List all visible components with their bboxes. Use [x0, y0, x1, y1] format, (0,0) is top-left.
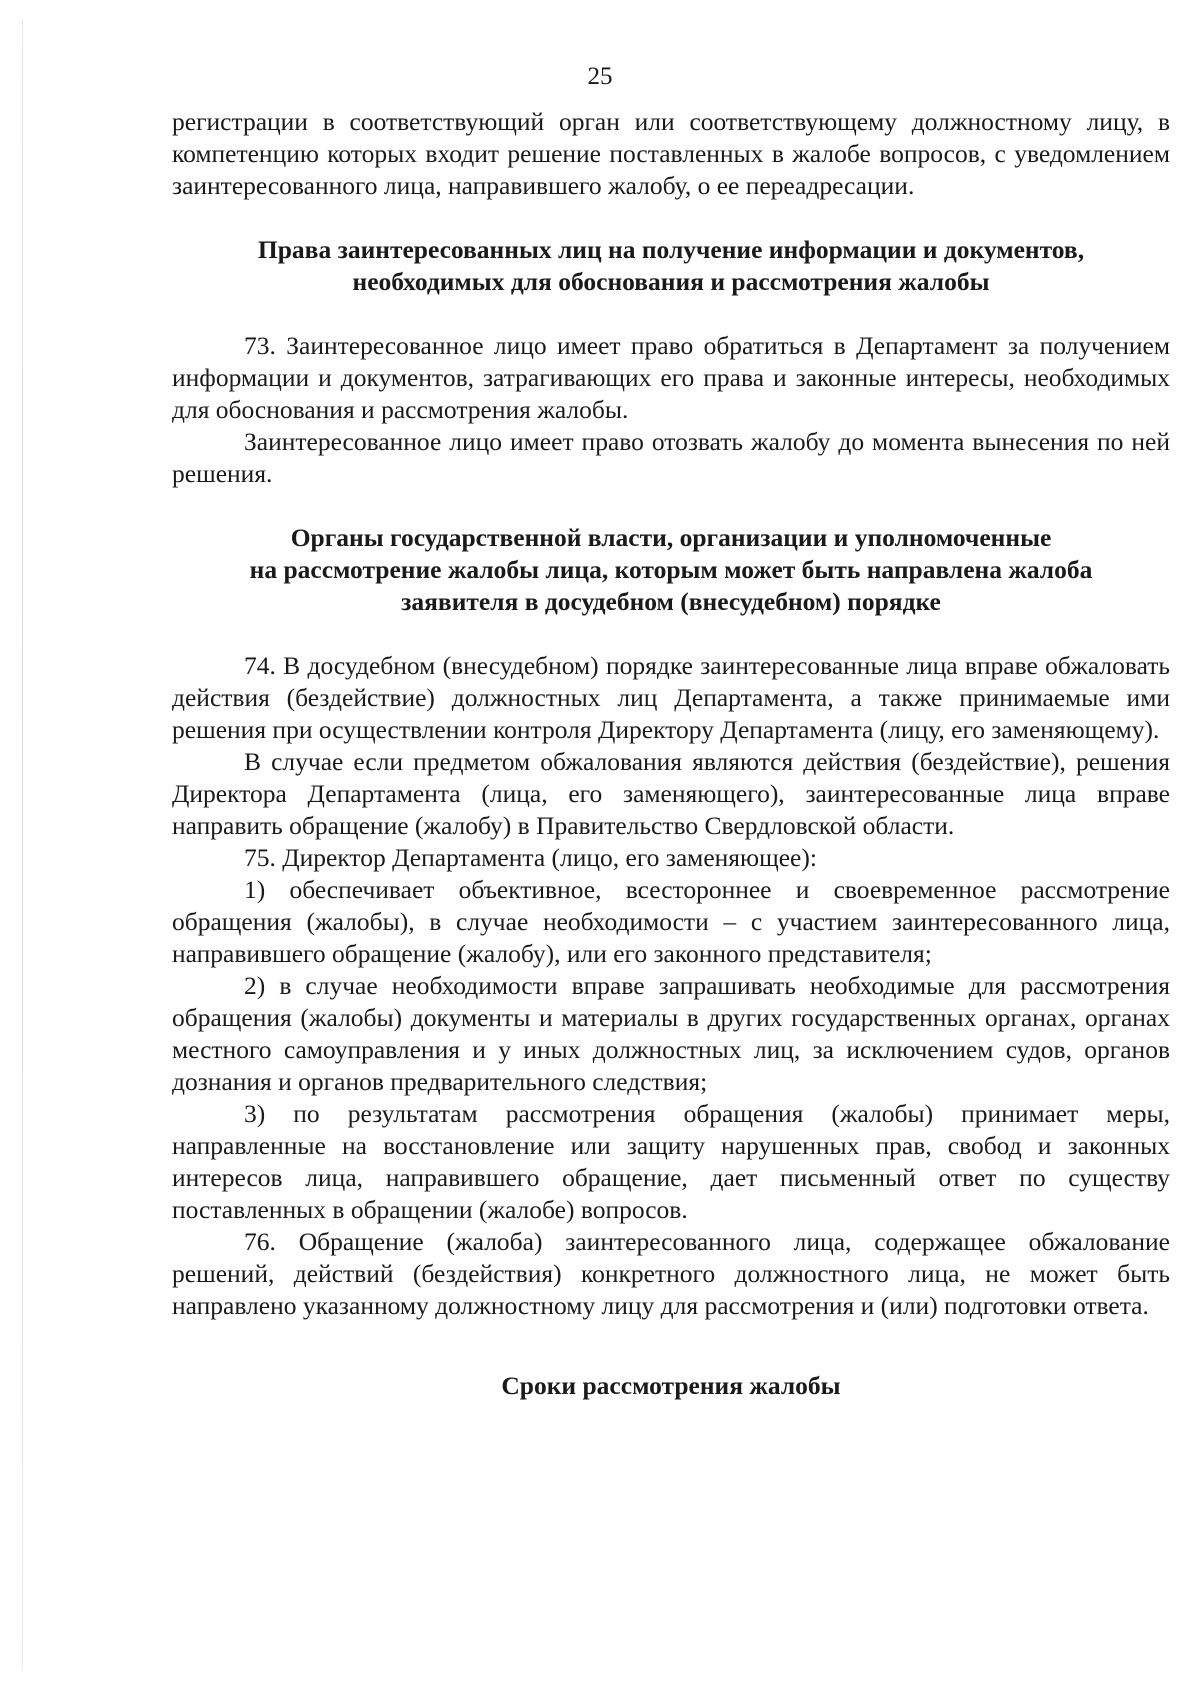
heading-line: Права заинтересованных лиц на получение информации и документов,: [257, 235, 1085, 264]
paragraph-75-item-1: 1) обеспечивает объективное, всестороннее и своевременное рассмотрение обращения (жалобы), в случае необходимости – с участием заинтересованного лица, направившего обращение (жалобу), или его законного представителя;: [172, 875, 1170, 968]
paragraph-74-case: В случае если предметом обжалования являются действия (бездействие), решения Директора Департамента (лица, его заменяющего), заинтересованные лица вправе направить обращение (жалобу) в Правительство Свердловской области.: [172, 747, 1170, 840]
paragraph-74: 74. В досудебном (внесудебном) порядке заинтересованные лица вправе обжаловать действия (бездействие) должностных лиц Департамента, а также принимаемые ими решения при осуществлении контроля Директору Департамента (лицу, его заменяющему).: [172, 651, 1170, 744]
section-heading-bodies: [172, 522, 1170, 618]
paragraph-75-item-2: 2) в случае необходимости вправе запрашивать необходимые для рассмотрения обращения (жалобы) документы и материалы в других государственных органах, органах местного самоуправления и у иных должностных лиц, за исключением судов, органов дознания и органов предварительного следствия;: [172, 971, 1170, 1096]
paragraph-75: 75. Директор Департамента (лицо, его заменяющее):: [244, 843, 817, 872]
scan-edge-line: [22, 20, 23, 1670]
paragraph-75-item-3: 3) по результатам рассмотрения обращения (жалобы) принимает меры, направленные на восстановление или защиту нарушенных прав, свобод и законных интересов лица, направившего обращение, дает письменный ответ по существу поставленных в обращении (жалобе) вопросов.: [172, 1099, 1170, 1224]
intro-paragraph: регистрации в соответствующий орган или соответствующему должностному лицу, в компетенцию которых входит решение поставленных в жалобе вопросов, с уведомлением заинтересованного лица, направившего жалобу, о ее переадресации.: [172, 107, 1170, 200]
document-body: [172, 106, 1170, 1402]
paragraph-73-withdraw: Заинтересованное лицо имеет право отозвать жалобу до момента вынесения по ней решения.: [172, 427, 1170, 488]
heading-line: на рассмотрение жалобы лица, которым может быть направлена жалоба: [249, 555, 1093, 584]
heading-line: необходимых для обоснования и рассмотрения жалобы: [352, 267, 990, 296]
section-heading-terms: Сроки рассмотрения жалобы: [501, 1371, 841, 1400]
paragraph-73: 73. Заинтересованное лицо имеет право обратиться в Департамент за получением информации и документов, затрагивающих его права и законные интересы, необходимых для обоснования и рассмотрения жалобы.: [172, 331, 1170, 424]
heading-line: Органы государственной власти, организации и уполномоченные: [290, 523, 1052, 552]
page-number: 25: [587, 63, 613, 90]
paragraph-76: 76. Обращение (жалоба) заинтересованного лица, содержащее обжалование решений, действий (бездействия) конкретного должностного лица, не может быть направлено указанному должностному лицу для рассмотрения и (или) подготовки ответа.: [172, 1227, 1170, 1320]
heading-line: заявителя в досудебном (внесудебном) порядке: [401, 587, 941, 616]
section-heading-rights: [172, 234, 1170, 298]
